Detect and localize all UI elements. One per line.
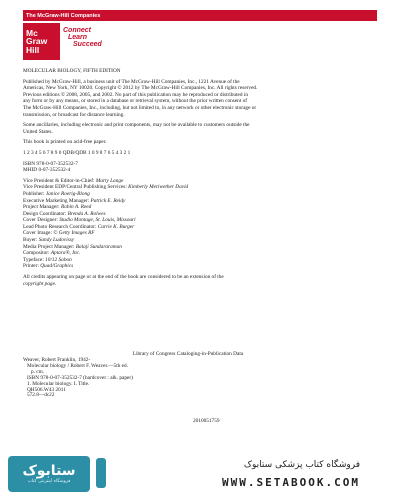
tagline-word: Connect bbox=[63, 27, 91, 34]
credit-label: Printer: bbox=[23, 263, 41, 270]
credit-label: Buyer: bbox=[23, 237, 39, 244]
cip-line: Weaver, Robert Franklin, 1942- bbox=[23, 357, 91, 363]
setabook-logo-subtext: فروشگاه اینترنتی کتاب bbox=[27, 479, 71, 484]
text-line: All credits appearing on page or at the end of the book are considered to be an extension of the bbox=[23, 274, 224, 281]
cip-line: Molecular biology / Robert F. Weaver.—5th ed. bbox=[23, 362, 128, 369]
credit-value: Marty Lange bbox=[95, 177, 124, 184]
credit-label: Cover Designer: bbox=[23, 217, 60, 224]
credit-value: Patrick E. Reidy bbox=[90, 197, 126, 204]
credit-value: Robin A. Reed bbox=[60, 204, 92, 211]
credit-value: 10/12 Sabon bbox=[45, 256, 72, 263]
text-line: Americas, New York, NY 10020. Copyright © 2012 by The McGraw-Hill Companies, Inc. All rights reserved. bbox=[23, 85, 258, 92]
text-line: The McGraw-Hill Companies, Inc., including, but not limited to, in any network or other electronic storage or bbox=[23, 104, 257, 111]
credit-value: Kimberly Meriwether David bbox=[128, 184, 189, 191]
credit-line bbox=[23, 191, 353, 198]
watermark-footer bbox=[0, 450, 400, 496]
tagline-word: Succeed bbox=[73, 41, 102, 48]
text-line: any form or by any means, or stored in a database or retrieval system, without the prior written consent of bbox=[23, 98, 248, 105]
credit-label: Publisher: bbox=[23, 190, 46, 197]
store-title: فروشگاه کتاب پزشکی ستابوک bbox=[243, 460, 360, 470]
credit-value: Brenda A. Rolwes bbox=[67, 210, 106, 217]
mcgraw-hill-logo bbox=[23, 23, 60, 60]
credit-value: Studio Montage, St. Louis, Missouri bbox=[59, 217, 136, 224]
cip-line: 572.8—dc22 bbox=[23, 392, 55, 399]
credit-value: Aptara®, Inc. bbox=[50, 250, 81, 257]
credit-value: Janice Roerig-Blong bbox=[45, 190, 90, 197]
credit-label: Media Project Manager: bbox=[23, 243, 76, 250]
cip-block bbox=[23, 358, 133, 399]
credit-line bbox=[23, 263, 353, 270]
credit-line bbox=[23, 204, 353, 211]
tagline bbox=[63, 27, 102, 48]
publisher-bar bbox=[23, 10, 377, 21]
credits-block bbox=[23, 178, 353, 270]
copyright-paragraph bbox=[23, 79, 353, 119]
credit-label: Executive Marketing Manager: bbox=[23, 197, 91, 204]
text-line: Some ancillaries, including electronic and print components, may not be available to customers outside the bbox=[23, 122, 250, 129]
credit-label: Compositor: bbox=[23, 250, 51, 257]
isbn: ISBN 978-0-07-352532-7 bbox=[23, 160, 78, 167]
print-line: 1 2 3 4 5 6 7 8 9 0 QDB/QDB 1 0 9 8 7 6 5 4 3 2 1 bbox=[23, 149, 131, 156]
cip-line: ISBN 978-0-07-352532-7 (hardcover : alk. paper) bbox=[23, 374, 133, 381]
cip-heading: Library of Congress Cataloging-in-Publication Data bbox=[132, 351, 244, 357]
credit-line bbox=[23, 230, 353, 237]
store-url[interactable]: WWW.SETABOOK.COM bbox=[222, 476, 360, 489]
credit-line bbox=[23, 237, 353, 244]
isbn-block bbox=[23, 161, 353, 174]
credit-line bbox=[23, 217, 353, 224]
ancillaries-paragraph bbox=[23, 122, 353, 135]
credit-line bbox=[23, 184, 353, 191]
publisher-bar-text: The McGraw-Hill Companies bbox=[26, 12, 101, 19]
credit-label: Lead Photo Research Coordinator: bbox=[23, 223, 98, 230]
setabook-logo[interactable] bbox=[8, 456, 90, 492]
credit-line bbox=[23, 198, 353, 205]
credit-line bbox=[23, 250, 353, 257]
setabook-logo-text: ستابوک bbox=[22, 463, 76, 479]
credit-label: Cover Image: bbox=[23, 230, 54, 237]
text-line: Published by McGraw-Hill, a business unit of The McGraw-Hill Companies, Inc., 1221 Avenue of the bbox=[23, 78, 240, 85]
credit-line bbox=[23, 178, 353, 185]
lccn: 2010051759 bbox=[193, 418, 220, 424]
tagline-word: Learn bbox=[68, 34, 88, 41]
cip-line: 1. Molecular biology. I. Title. bbox=[23, 380, 90, 387]
text-line: copyright page. bbox=[23, 280, 57, 287]
cip-line: QH506.W43 2011 bbox=[23, 386, 66, 393]
credit-value: Carrie K. Burger bbox=[97, 223, 135, 230]
text-line: transmission, or broadcast for distance learning. bbox=[23, 111, 125, 118]
paper-note: This book is printed on acid-free paper. bbox=[23, 139, 107, 146]
logo-line: Graw bbox=[26, 36, 48, 47]
text-line: Previous editions © 2008, 2005, and 2002. No part of this publication may be reproduced or distributed in bbox=[23, 91, 248, 98]
credits-note bbox=[23, 274, 353, 287]
credit-value: Quad/Graphics bbox=[40, 263, 74, 270]
credit-value: © Getty Images RF bbox=[53, 230, 95, 237]
logo-accent-shape bbox=[96, 458, 106, 488]
credit-label: Vice President EDP/Central Publishing Services: bbox=[23, 184, 129, 191]
credit-line bbox=[23, 257, 353, 264]
copyright-page-content bbox=[23, 68, 353, 291]
text-line: United States. bbox=[23, 128, 53, 135]
credit-label: Project Manager: bbox=[23, 204, 61, 211]
mhid: MHID 0-07-352532-4 bbox=[23, 167, 71, 174]
logo-line: Mc bbox=[26, 27, 38, 38]
credit-label: Typeface: bbox=[23, 256, 46, 263]
logo-line: Hill bbox=[26, 44, 40, 55]
credit-value: Balaji Sundararaman bbox=[75, 243, 122, 250]
credit-label: Vice President & Editor-in-Chief: bbox=[23, 177, 96, 184]
credit-line bbox=[23, 211, 353, 218]
cip-line: p. cm. bbox=[23, 368, 45, 375]
credit-value: Sandy Ludovissy bbox=[38, 237, 75, 244]
book-title: MOLECULAR BIOLOGY, FIFTH EDITION bbox=[23, 68, 121, 74]
credit-label: Design Coordinator: bbox=[23, 210, 68, 217]
